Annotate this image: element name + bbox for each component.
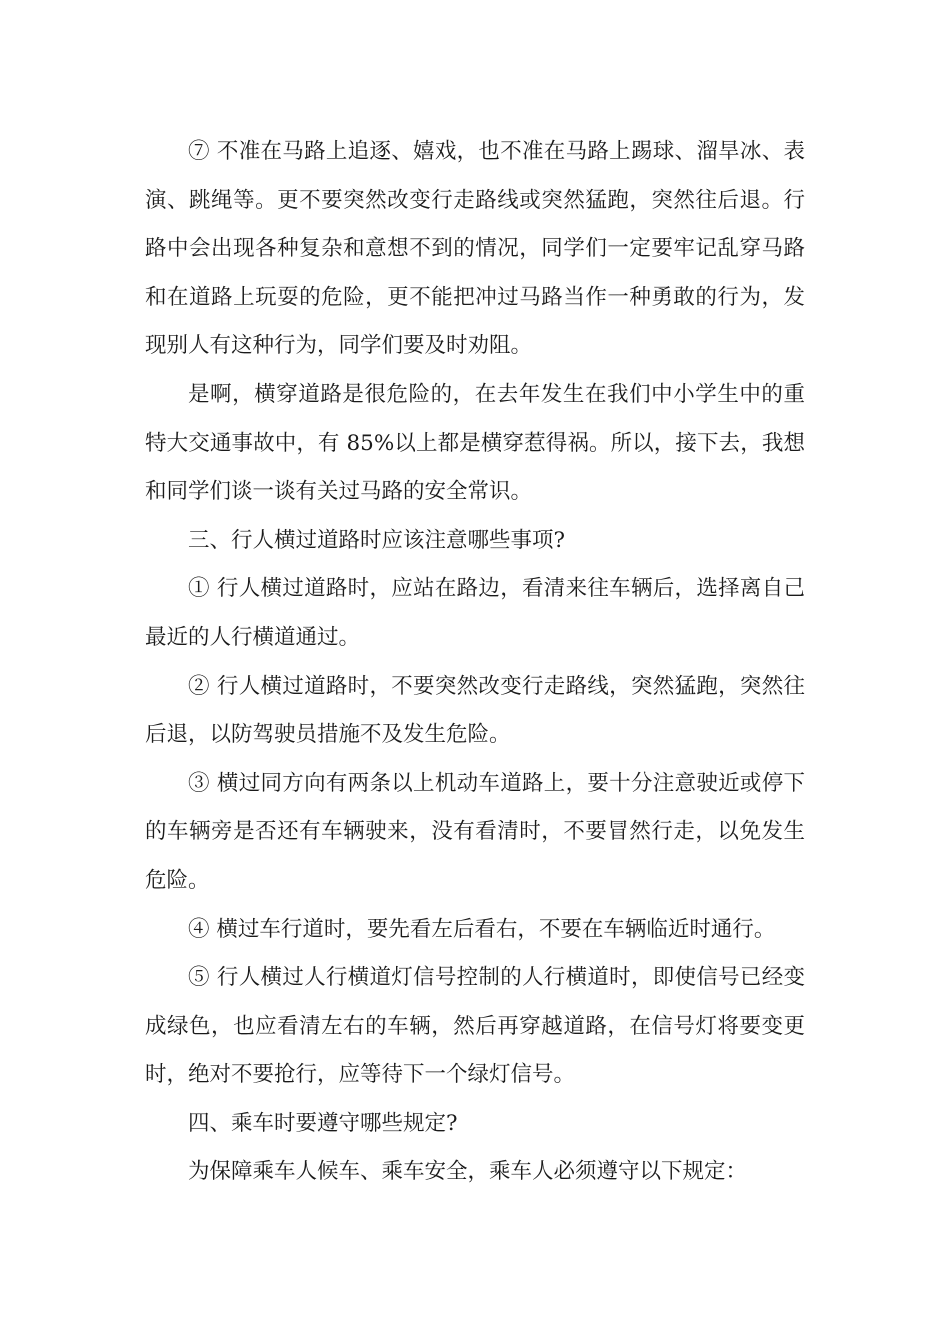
- paragraph-item-4: ④ 横过车行道时，要先看左后看右，不要在车辆临近时通行。: [188, 916, 776, 942]
- paragraph-boarding-rules: 为保障乘车人候车、乘车安全，乘车人必须遵守以下规定：: [188, 1159, 748, 1185]
- section-heading-3: 三、行人横过道路时应该注意哪些事项?: [188, 527, 566, 553]
- paragraph-item-2: ② 行人横过道路时，不要突然改变行走路线，突然猛跑，突然往后退，以防驾驶员措施不及发生危险。: [145, 673, 805, 748]
- paragraph-rule-7: ⑦ 不准在马路上追逐、嬉戏，也不准在马路上踢球、溜旱冰、表演、跳绳等。更不要突然改变行走路线或突然猛跑，突然往后退。行路中会出现各种复杂和意想不到的情况，同学们一定要牢记乱穿马路和在道路上玩耍的危险，更不能把冲过马路当作一种勇敢的行为，发现别人有这种行为，同学们要及时劝阻。: [145, 139, 805, 359]
- document-body: [145, 128, 805, 1197]
- paragraph-item-1: ① 行人横过道路时，应站在路边，看清来往车辆后，选择离自己最近的人行横道通过。: [145, 576, 805, 650]
- section-heading-4: 四、乘车时要遵守哪些规定?: [188, 1110, 458, 1136]
- paragraph-item-5: ⑤ 行人横过人行横道灯信号控制的人行横道时，即使信号已经变成绿色，也应看清左右的车辆，然后再穿越道路，在信号灯将要变更时，绝对不要抢行，应等待下一个绿灯信号。: [145, 965, 805, 1088]
- paragraph-item-3: ③ 横过同方向有两条以上机动车道路上，要十分注意驶近或停下的车辆旁是否还有车辆驶来，没有看清时，不要冒然行走，以免发生危险。: [145, 770, 805, 893]
- paragraph-crossing-danger: 是啊，横穿道路是很危险的，在去年发生在我们中小学生中的重特大交通事故中，有 85%以上都是横穿惹得祸。所以，接下去，我想和同学们谈一谈有关过马路的安全常识。: [145, 381, 805, 505]
